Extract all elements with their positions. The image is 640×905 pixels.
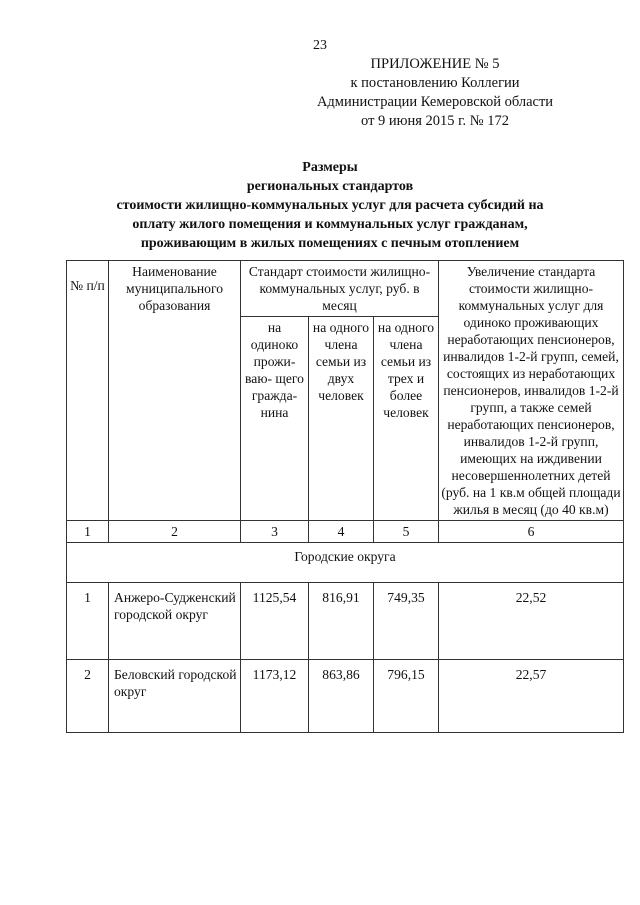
row-no: 2	[67, 660, 109, 733]
row-single: 1173,12	[241, 660, 309, 733]
section-row	[67, 543, 624, 583]
title-line-4: оплату жилого помещения и коммунальных услуг гражданам,	[132, 217, 528, 232]
row-three: 749,35	[374, 583, 439, 660]
appendix-line-1: ПРИЛОЖЕНИЕ № 5	[370, 56, 500, 72]
table-row	[67, 583, 624, 660]
row-increase: 22,57	[439, 660, 624, 733]
row-two: 816,91	[309, 583, 374, 660]
header-standard: Стандарт стоимости жилищно-коммунальных услуг, руб. в месяц	[241, 261, 439, 317]
title-line-2: региональных стандартов	[246, 179, 414, 194]
section-title: Городские округа	[67, 543, 624, 583]
index-cell: 1	[67, 521, 109, 543]
row-increase: 22,52	[439, 583, 624, 660]
table-row	[67, 660, 624, 733]
subheader-three: на одного члена семьи из трех и более человек	[374, 317, 439, 521]
row-name: Анжеро-Судженский городской округ	[109, 583, 241, 660]
subheader-two: на одного члена семьи из двух человек	[309, 317, 374, 521]
header-increase: Увеличение стандарта стоимости жилищно-коммунальных услуг для одиноко проживающих неработающих пенсионеров, инвалидов 1-2-й групп, семей, состоящих из неработающих пенсионеров, инвалидов 1-2-й групп, а также семей неработающих пенсионеров, инвалидов 1-2-й групп, имеющих на иждивении несовершеннолетних детей (руб. на 1 кв.м общей площади жилья в месяц (до 40 кв.м)	[439, 261, 624, 521]
header-no: № п/п	[67, 261, 109, 521]
header-name: Наименование муниципального образования	[109, 261, 241, 521]
appendix-line-2: к постановлению Коллегии	[350, 75, 520, 91]
table-index-row	[67, 521, 624, 543]
table-header-row	[67, 261, 624, 317]
row-three: 796,15	[374, 660, 439, 733]
index-cell: 4	[309, 521, 374, 543]
row-name: Беловский городской округ	[109, 660, 241, 733]
row-no: 1	[67, 583, 109, 660]
row-single: 1125,54	[241, 583, 309, 660]
index-cell: 2	[109, 521, 241, 543]
row-two: 863,86	[309, 660, 374, 733]
index-cell: 5	[374, 521, 439, 543]
index-cell: 6	[439, 521, 624, 543]
index-cell: 3	[241, 521, 309, 543]
subheader-single: на одиноко прожи- ваю- щего гражда- нина	[241, 317, 309, 521]
appendix-header	[290, 55, 580, 131]
appendix-line-3: Администрации Кемеровской области	[316, 94, 554, 110]
title-line-1: Размеры	[302, 160, 358, 175]
appendix-line-4: от 9 июня 2015 г. № 172	[361, 113, 509, 129]
standards-table	[66, 260, 624, 733]
title-line-3: стоимости жилищно-коммунальных услуг для расчета субсидий на	[116, 198, 544, 213]
document-title	[60, 158, 600, 253]
page-number: 23	[313, 38, 327, 53]
title-line-5: проживающим в жилых помещениях с печным отоплением	[140, 236, 520, 251]
